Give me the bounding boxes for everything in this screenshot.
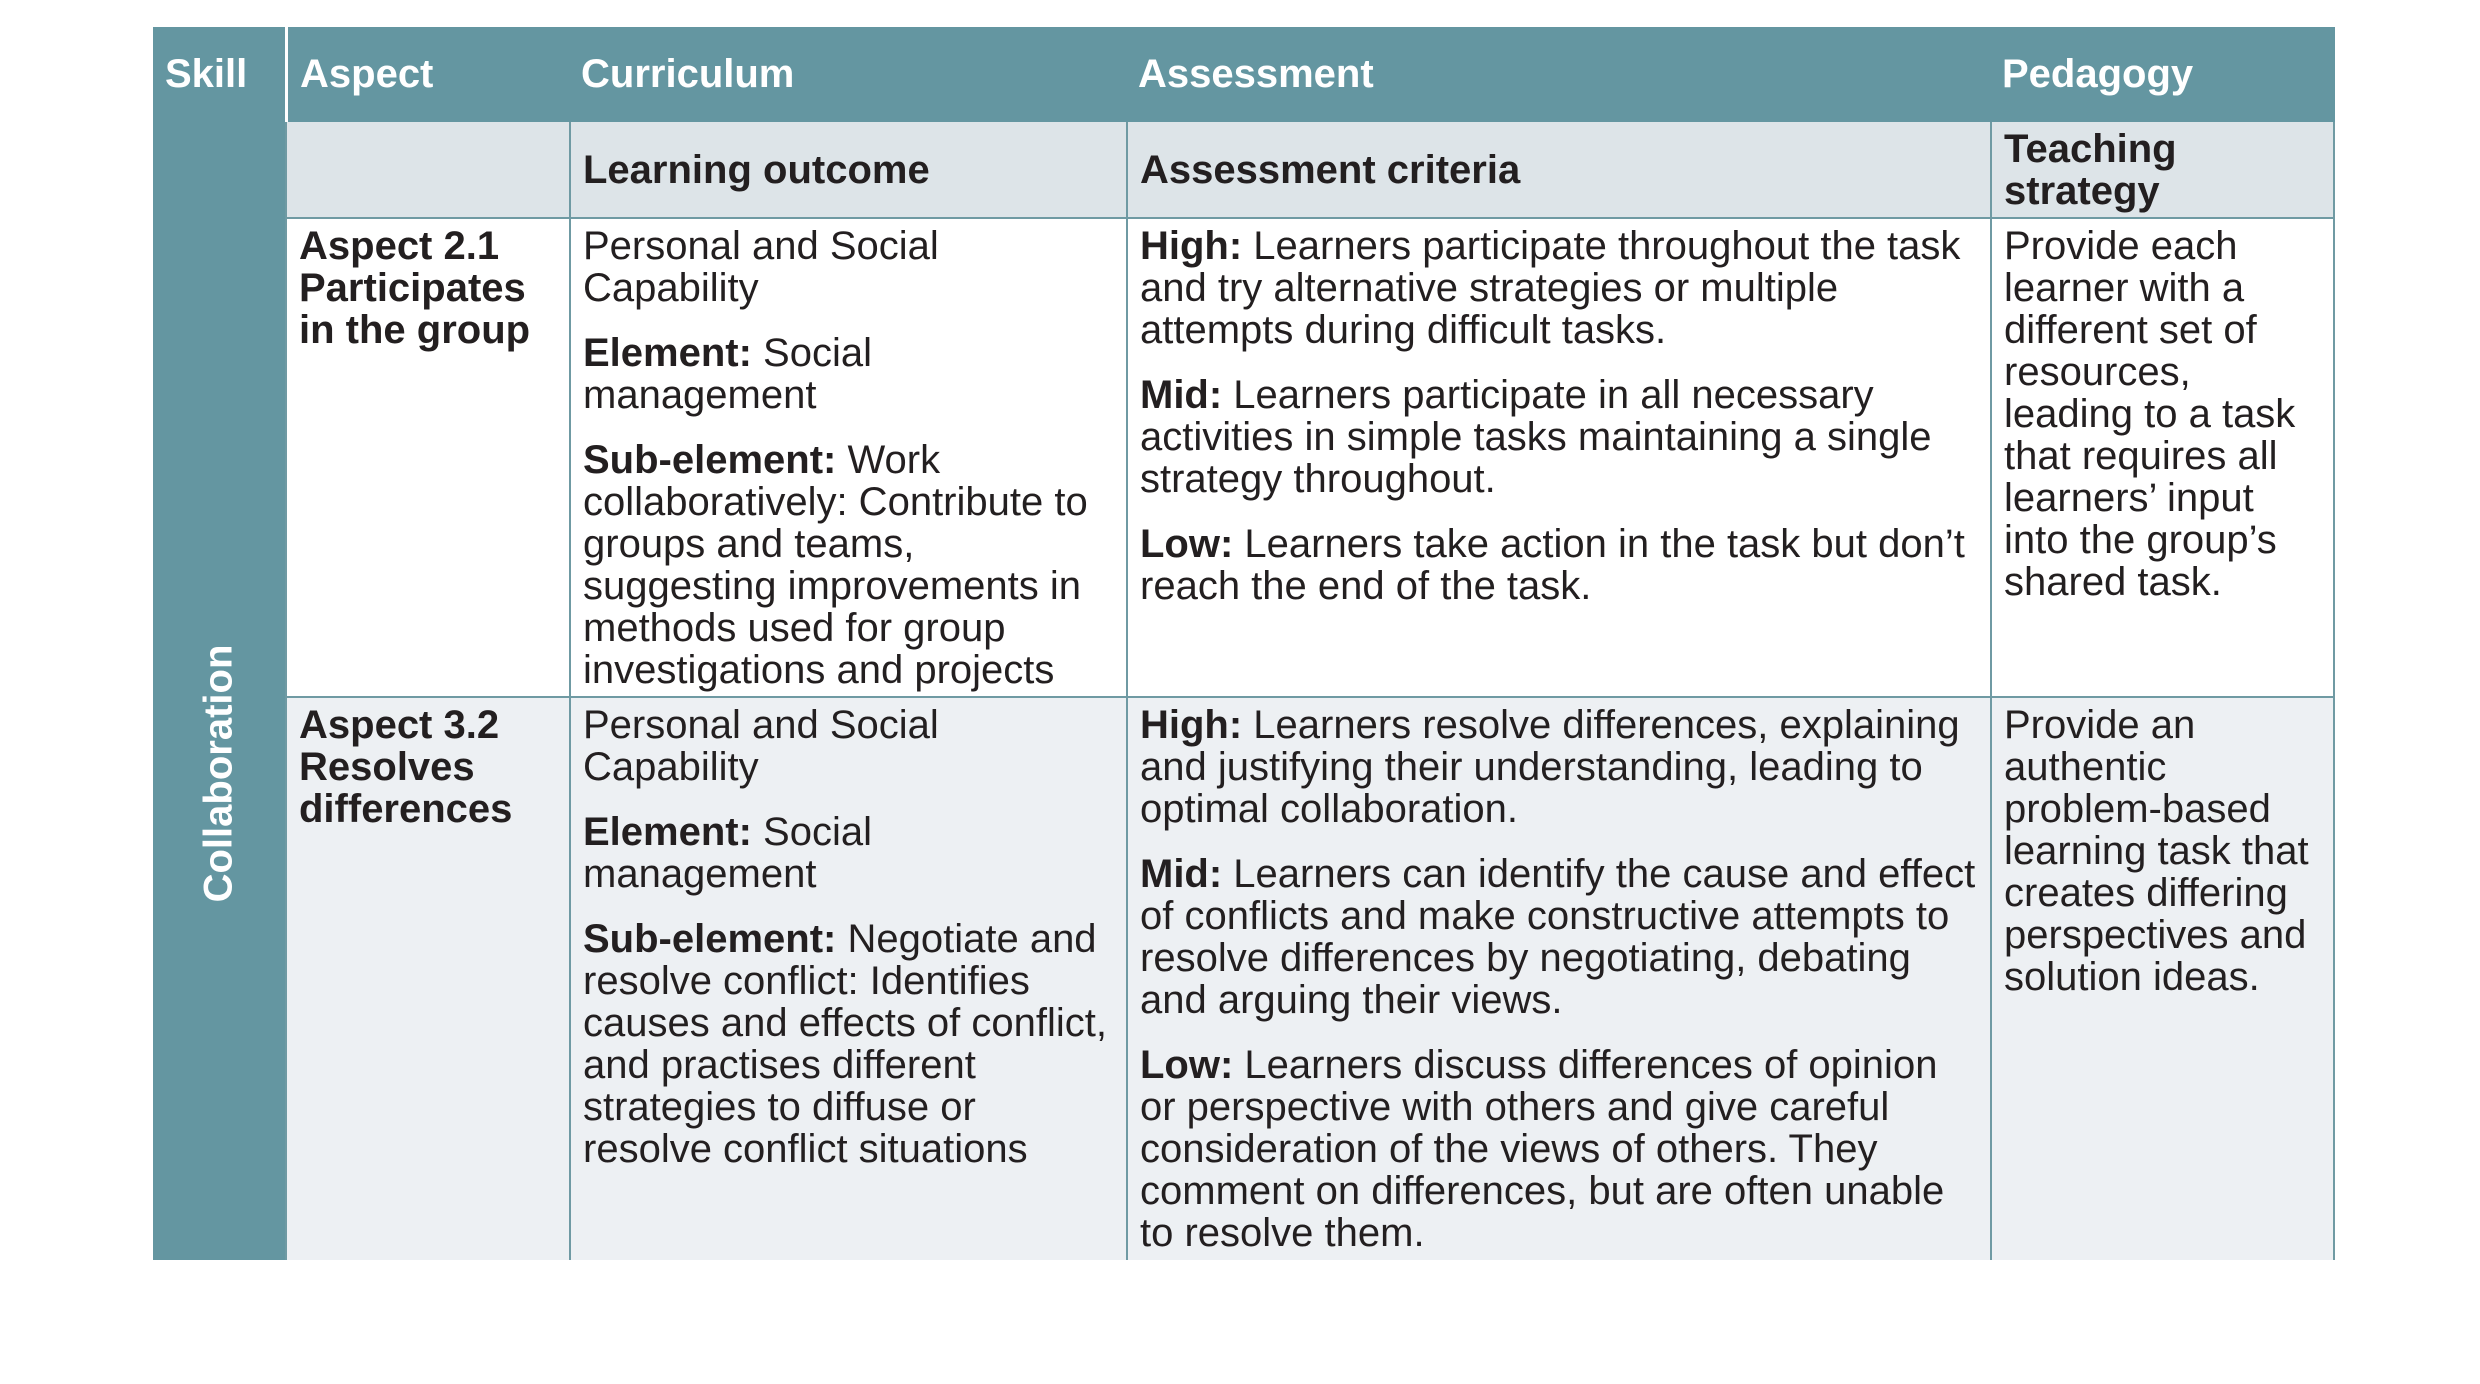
subheader-assessment-criteria: Assessment criteria — [1126, 122, 1990, 219]
high-text: Learners resolve differences, explaining and justifying their understanding, leading to optimal collaboration. — [1140, 703, 1960, 831]
header-skill: Skill — [153, 27, 285, 122]
row1-aspect: Aspect 2.1 Participates in the group — [285, 219, 569, 698]
row1-pedagogy: Provide each learner with a different set of resources, leading to a task that requires all learners’ input into the group’s shared task. — [1990, 219, 2335, 698]
header-aspect: Aspect — [285, 27, 569, 122]
high-label: High: — [1140, 703, 1243, 747]
row1-capability: Personal and Social Capability — [583, 224, 939, 310]
high-label: High: — [1140, 224, 1243, 268]
low-label: Low: — [1140, 522, 1234, 566]
row2-high — [1140, 704, 1978, 830]
row1-low — [1140, 523, 1978, 607]
subelement-label: Sub-element: — [583, 917, 837, 961]
skill-cell — [153, 122, 285, 1260]
row2-subelement — [583, 918, 1114, 1170]
row2-low — [1140, 1044, 1978, 1254]
subheader-learning-outcome: Learning outcome — [569, 122, 1126, 219]
subelement-text: Work collaboratively: Contribute to groups and teams, suggesting improvements in methods used for group investigations and projects — [583, 438, 1088, 692]
header-curriculum: Curriculum — [569, 27, 1126, 122]
row1-high — [1140, 225, 1978, 351]
low-label: Low: — [1140, 1043, 1234, 1087]
row1-assessment — [1126, 219, 1990, 698]
mid-text: Learners participate in all necessary activities in simple tasks maintaining a single strategy throughout. — [1140, 373, 1932, 501]
row1-element — [583, 332, 1114, 416]
row2-curriculum — [569, 698, 1126, 1260]
high-text: Learners participate throughout the task and try alternative strategies or multiple attempts during difficult tasks. — [1140, 224, 1961, 352]
row2-aspect: Aspect 3.2 Resolves differences — [285, 698, 569, 1260]
low-text: Learners take action in the task but don’t reach the end of the task. — [1140, 522, 1965, 608]
subelement-label: Sub-element: — [583, 438, 837, 482]
subheader-teaching-strategy: Teaching strategy — [1990, 122, 2335, 219]
element-label: Element: — [583, 331, 752, 375]
row2-mid — [1140, 853, 1978, 1021]
element-label: Element: — [583, 810, 752, 854]
header-assessment: Assessment — [1126, 27, 1990, 122]
skill-label: Collaboration — [196, 644, 241, 902]
mid-label: Mid: — [1140, 373, 1223, 417]
mid-label: Mid: — [1140, 852, 1223, 896]
row2-capability: Personal and Social Capability — [583, 703, 939, 789]
low-text: Learners discuss differences of opinion or perspective with others and give careful consideration of the views of others. They comment on differences, but are often unable to resolve them. — [1140, 1043, 1945, 1255]
row2-assessment — [1126, 698, 1990, 1260]
row2-pedagogy: Provide an authentic problem-based learning task that creates differing perspectives and solution ideas. — [1990, 698, 2335, 1260]
row1-subelement — [583, 439, 1114, 691]
mid-text: Learners can identify the cause and effect of conflicts and make constructive attempts to resolve differences by negotiating, debating and arguing their views. — [1140, 852, 1976, 1022]
collaboration-rubric-table — [153, 27, 2335, 1260]
row1-curriculum — [569, 219, 1126, 698]
element-text: Social management — [583, 331, 872, 417]
subelement-text: Negotiate and resolve conflict: Identifies causes and effects of conflict, and practises different strategies to diffuse or resolve conflict situations — [583, 917, 1108, 1171]
row2-element — [583, 811, 1114, 895]
header-pedagogy: Pedagogy — [1990, 27, 2335, 122]
row1-mid — [1140, 374, 1978, 500]
element-text: Social management — [583, 810, 872, 896]
subheader-aspect — [285, 122, 569, 219]
